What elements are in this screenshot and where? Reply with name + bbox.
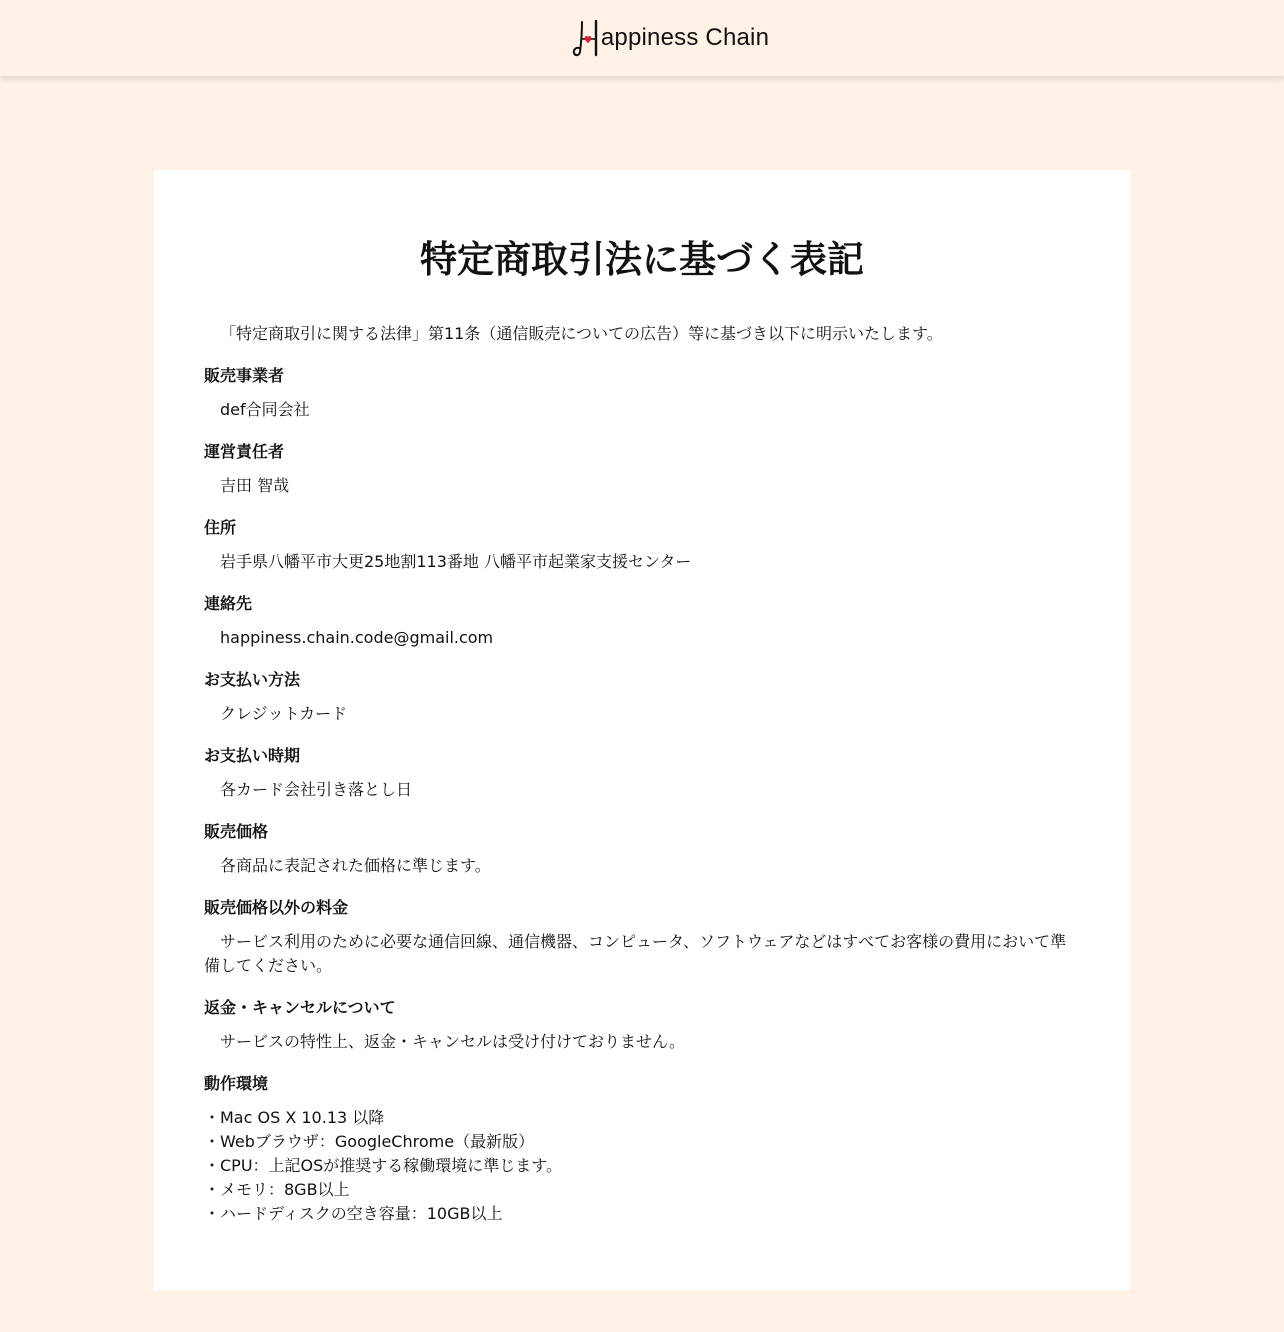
site-logo[interactable] xyxy=(571,18,769,58)
section-label: 連絡先 xyxy=(204,594,253,613)
site-header xyxy=(0,0,1284,76)
section-payment-timing xyxy=(204,744,1080,802)
section-value: 岩手県八幡平市大更25地割113番地 八幡平市起業家支援センター xyxy=(220,552,692,571)
contact-email: happiness.chain.code@gmail.com xyxy=(220,628,494,647)
section-seller xyxy=(204,364,1080,422)
list-item: ・Mac OS X 10.13 以降 xyxy=(204,1108,385,1127)
environment-list xyxy=(204,1106,1080,1226)
section-refund xyxy=(204,996,1080,1054)
list-item: ・CPU：上記OSが推奨する稼働環境に準じます。 xyxy=(204,1156,563,1175)
section-price xyxy=(204,820,1080,878)
section-label: 販売価格 xyxy=(204,822,269,841)
section-contact xyxy=(204,592,1080,650)
section-label: 販売事業者 xyxy=(204,366,285,385)
section-value: 各商品に表記された価格に準じます。 xyxy=(220,856,491,875)
list-item: ・ハードディスクの空き容量：10GB以上 xyxy=(204,1204,503,1223)
section-address xyxy=(204,516,1080,574)
section-label: 住所 xyxy=(204,518,237,537)
logo-text: appiness Chain xyxy=(600,24,770,51)
section-value: 各カード会社引き落とし日 xyxy=(220,780,413,799)
page-title: 特定商取引法に基づく表記 xyxy=(420,238,864,281)
section-label: お支払い方法 xyxy=(204,670,301,689)
legal-notice-card xyxy=(154,170,1130,1290)
list-item: ・メモリ：8GB以上 xyxy=(204,1180,350,1199)
section-value: サービス利用のために必要な通信回線、通信機器、コンピュータ、ソフトウェアなどはすべてお客様の費用において準備してください。 xyxy=(204,932,1067,975)
section-value: 吉田 智哉 xyxy=(220,476,290,495)
list-item: ・Webブラウザ：GoogleChrome（最新版） xyxy=(204,1132,535,1151)
section-label: 返金・キャンセルについて xyxy=(204,998,396,1017)
section-value: クレジットカード xyxy=(220,704,348,723)
h-heart-logo-icon xyxy=(571,18,601,58)
section-label: 動作環境 xyxy=(204,1074,269,1093)
section-other-fees xyxy=(204,896,1080,978)
section-label: お支払い時期 xyxy=(204,746,301,765)
section-value: def合同会社 xyxy=(220,400,310,419)
section-value: サービスの特性上、返金・キャンセルは受け付けておりません。 xyxy=(220,1032,685,1051)
section-label: 販売価格以外の料金 xyxy=(204,898,349,917)
section-manager xyxy=(204,440,1080,498)
section-label: 運営責任者 xyxy=(204,442,285,461)
section-environment xyxy=(204,1072,1080,1226)
intro-text: 「特定商取引に関する法律」第11条（通信販売についての広告）等に基づき以下に明示いたします。 xyxy=(220,324,943,343)
section-payment-method xyxy=(204,668,1080,726)
